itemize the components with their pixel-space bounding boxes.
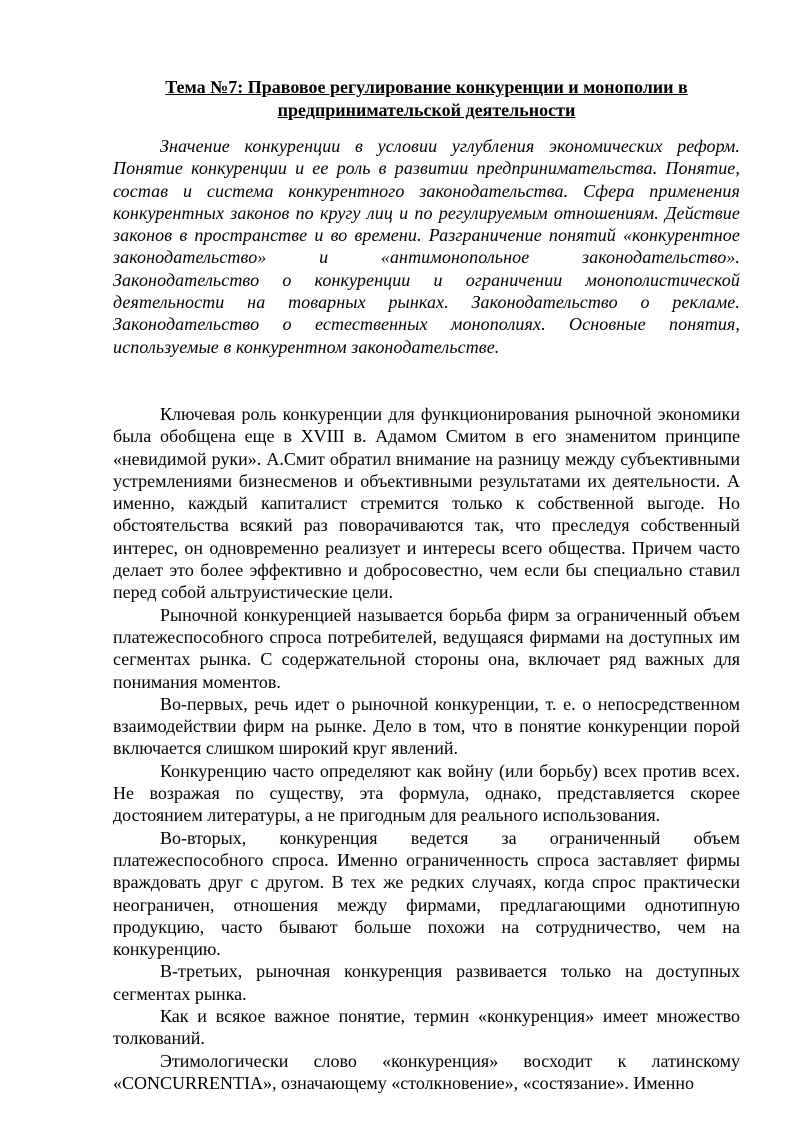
- abstract-paragraph: Значение конкуренции в условии углубления экономических реформ. Понятие конкуренции и ее роль в развитии предпринимательства. Понятие, состав и система конкурентного законодательства. Сфера применения конкурентных законов по кругу лиц и по регулируемым отношениям. Действие законов в пространстве и во времени. Разграничение понятий «конкурентное законодательство» и «антимонопольное законодательство». Законодательство о конкуренции и ограничении монополистической деятельности на товарных рынках. Законодательство о рекламе. Законодательство о естественных монополиях. Основные понятия, используемые в конкурентном законодательстве.: [113, 136, 740, 357]
- page-title: Тема №7: Правовое регулирование конкуренции и монополии в предпринимательской деятельности: [165, 77, 688, 120]
- paragraph-third-point: В-третьих, рыночная конкуренция развивается только на доступных сегментах рынка.: [113, 961, 740, 1004]
- paragraph-first-point: Во-первых, речь идет о рыночной конкуренции, т. е. о непосредственном взаимодействии фирм на рынке. Дело в том, что в понятие конкуренции порой включается слишком широкий круг явлений.: [113, 693, 740, 759]
- paragraph-second-point: Во-вторых, конкуренция ведется за ограниченный объем платежеспособного спроса. Именно ограниченность спроса заставляет фирмы враждовать друг с другом. В тех же редких случаях, когда спрос практически неограничен, отношения между фирмами, предлагающими однотипную продукцию, часто бывают больше похожи на сотрудничество, чем на конкуренцию.: [113, 827, 740, 960]
- paragraph-war-of-all-against-all: Конкуренцию часто определяют как войну (или борьбу) всех против всех. Не возражая по существу, эта формула, однако, представляется скорее достоянием литературы, а не пригодным для реального использования.: [113, 760, 740, 826]
- paragraph-etymology: Этимологически слово «конкуренция» восходит к латинскому «CONCURRENTIA», означающему «столкновение», «состязание». Именно: [113, 1050, 740, 1093]
- paragraph-term-interpretations: Как и всякое важное понятие, термин «конкуренция» имеет множество толкований.: [113, 1005, 740, 1049]
- paragraph-key-role-of-competition: Ключевая роль конкуренции для функционирования рыночной экономики была обобщена еще в XVIII в. Адамом Смитом в его знаменитом принципе «невидимой руки». А.Смит обратил внимание на разницу между субъективными устремлениями бизнесменов и объективными результатами их деятельности. А именно, каждый капиталист стремится только к собственной выгоде. Но обстоятельства всякий раз поворачиваются так, что преследуя собственный интерес, он одновременно реализует и интересы всего общества. Причем часто делает это более эффективно и добросовестно, чем если бы специально ставил перед собой альтруистические цели.: [113, 403, 740, 603]
- paragraph-market-competition-definition: Рыночной конкуренцией называется борьба фирм за ограниченный объем платежеспособного спроса потребителей, ведущаяся фирмами на доступных им сегментах рынка. С содержательной стороны она, включает ряд важных для понимания моментов.: [113, 604, 740, 692]
